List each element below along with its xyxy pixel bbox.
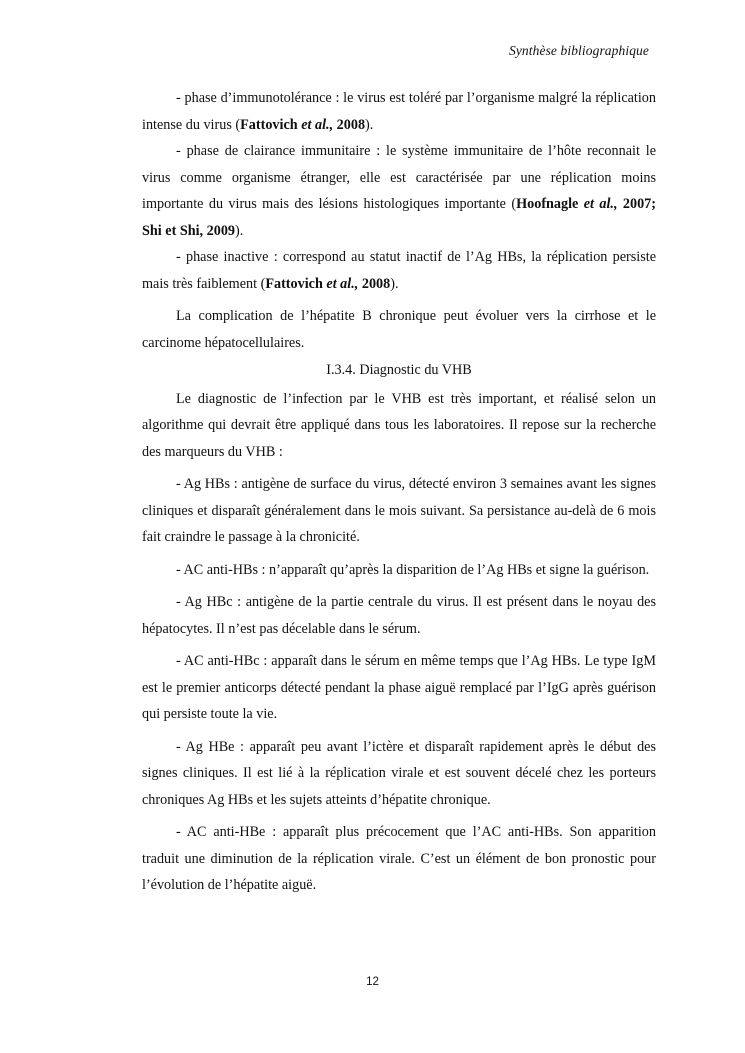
marker-paragraph: - Ag HBe : apparaît peu avant l’ictère et disparaît rapidement après le début des signes cliniques. Il est lié à la réplication virale et est souvent décelé chez les porteurs chroniques Ag HBs et les sujets atteints d’hépatite chronique. — [142, 738, 656, 808]
section-heading: I.3.4. Diagnostic du VHB — [326, 362, 472, 378]
citation-etal: et al., — [578, 196, 618, 212]
page-number: 12 — [366, 976, 379, 988]
running-header: Synthèse bibliographique — [508, 43, 649, 58]
marker-paragraph: - Ag HBc : antigène de la partie centrale du virus. Il est présent dans le noyau des hépatocytes. Il n’est pas décelable dans le sérum. — [142, 594, 656, 637]
marker-paragraph: - AC anti-HBs : n’apparaît qu’après la disparition de l’Ag HBs et signe la guérison. — [176, 561, 650, 578]
marker-paragraph: - AC anti-HBe : apparaît plus précocement que l’AC anti-HBs. Son apparition traduit une diminution de la réplication virale. C’est un élément de bon pronostic pour l’évolution de l’hépatite aiguë. — [142, 824, 656, 893]
page-body — [142, 85, 656, 899]
complication-paragraph: La complication de l’hépatite B chronique peut évoluer vers la cirrhose et le carcinome hépatocellulaires. — [142, 308, 656, 351]
citation-author: Fattovich — [265, 275, 323, 292]
phase-paragraph: - phase inactive : correspond au statut inactif de l’Ag HBs, la réplication persiste mais très faiblement (Fattovich et al., 2008). — [142, 249, 656, 292]
marker-paragraph: - Ag HBs : antigène de surface du virus, détecté environ 3 semaines avant les signes cliniques et disparaît généralement dans le mois suivant. Sa persistance au-delà de 6 mois fait craindre le passage à la chronicité. — [142, 476, 656, 545]
phase-paragraph: - phase de clairance immunitaire : le système immunitaire de l’hôte reconnait le virus comme organisme étranger, elle est caractérisée par une réplication moins importante du virus mais des lésions histologiques importante (Hoofnagle et al., 2007; Shi et Shi, 2009). — [142, 143, 657, 239]
citation-year: 2008 — [358, 275, 391, 292]
intro-paragraph: Le diagnostic de l’infection par le VHB est très important, et réalisé selon un algorithme qui devrait être appliqué dans tous les laboratoires. Il repose sur la recherche des marqueurs du VHB : — [142, 390, 656, 460]
marker-paragraph: - AC anti-HBc : apparaît dans le sérum en même temps que l’Ag HBs. Le type IgM est le premier anticorps détecté pendant la phase aiguë remplacé par l’IgG après guérison qui persiste toute la vie. — [142, 653, 656, 722]
citation-year: 2008 — [333, 116, 366, 133]
phase-paragraph: - phase d’immunotolérance : le virus est toléré par l’organisme malgré la réplication intense du virus (Fattovich et al., 2008). — [142, 90, 656, 133]
citation-etal: et al., — [297, 116, 334, 133]
citation-year: 2007; Shi et Shi, 2009 — [142, 196, 657, 239]
citation-author: Hoofnagle — [516, 196, 579, 212]
citation-etal: et al., — [322, 275, 359, 292]
citation-author: Fattovich — [240, 116, 298, 133]
